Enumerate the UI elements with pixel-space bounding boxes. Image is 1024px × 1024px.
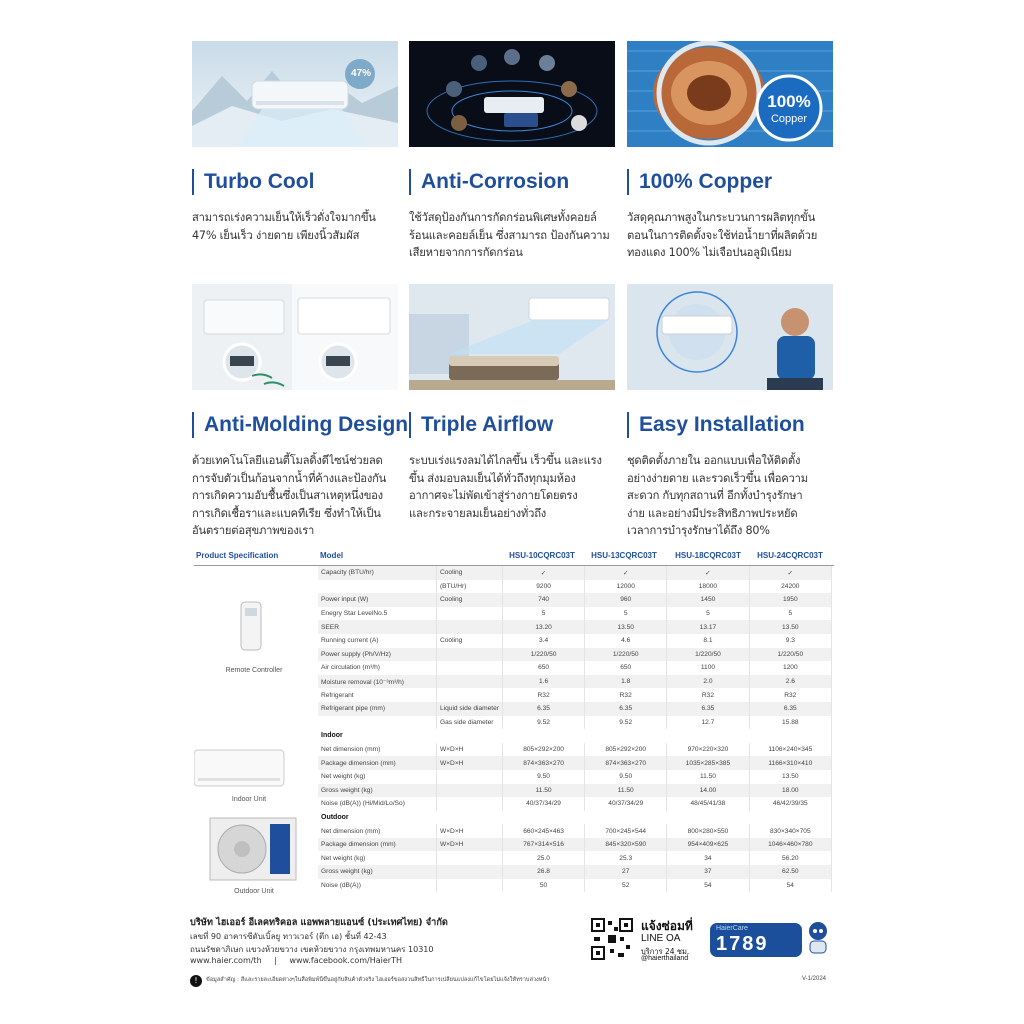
spec-parameter: Running current (A) xyxy=(318,634,436,648)
spec-unit xyxy=(436,688,502,702)
link-separator: | xyxy=(274,956,277,965)
spec-value: 18000 xyxy=(667,580,749,594)
spec-value: 52 xyxy=(585,879,667,893)
spec-value: 13.17 xyxy=(667,620,749,634)
spec-value: 2.0 xyxy=(667,675,749,689)
spec-value: ✓ xyxy=(667,566,749,580)
model-name: HSU-13CQRC03T xyxy=(591,551,657,560)
hotline-brand: HaierCare xyxy=(716,925,748,932)
copper-badge-value: 100% xyxy=(767,92,811,111)
spec-value: R32 xyxy=(749,688,831,702)
spec-parameter: Gross weight (kg) xyxy=(318,784,436,798)
spec-value: 874×363×270 xyxy=(503,756,585,770)
hotline-badge[interactable] xyxy=(710,923,802,957)
spec-row xyxy=(318,702,832,716)
spec-unit: Liquid side diameter xyxy=(436,702,502,716)
spec-value: 1/220/50 xyxy=(503,648,585,662)
spec-unit xyxy=(436,865,502,879)
feature-anti-molding xyxy=(192,284,409,540)
hotline-number: 1789 xyxy=(716,933,769,955)
spec-unit xyxy=(436,879,502,893)
feature-title: Turbo Cool xyxy=(192,169,402,195)
spec-value: 12000 xyxy=(585,580,667,594)
line-title: แจ้งซ่อมที่ xyxy=(641,919,693,933)
footer-links xyxy=(190,956,402,965)
spec-row xyxy=(318,797,832,811)
address-line-1: เลขที่ 90 อาคารซีดับเบิ้ลยู ทาวเวอร์ (ตึก เอ) ชั้นที่ 42-43 xyxy=(190,932,387,941)
spec-value: 9.52 xyxy=(503,716,585,730)
triple-airflow-image xyxy=(409,284,615,390)
spec-parameter: Power input (W) xyxy=(318,593,436,607)
feature-easy-installation xyxy=(627,284,837,540)
spec-value: 14.00 xyxy=(667,784,749,798)
spec-value: 3.4 xyxy=(503,634,585,648)
spec-row xyxy=(318,824,832,838)
spec-value: 24200 xyxy=(749,580,831,594)
spec-value: 845×320×590 xyxy=(585,838,667,852)
feature-description: ชุดติดตั้งภายใน ออกแบบเพื่อให้ติดตั้ง อย่างง่ายดาย และรวดเร็วขึ้น เพื่อความ สะดวก กับทุกสถานที่ อีกทั้งบำรุงรักษา ง่าย และอย่างมีประสิทธิภาพประหยัด เวลาการบำรุงรักษาได้ถึง 80% xyxy=(627,454,808,537)
spec-value: 25.0 xyxy=(503,851,585,865)
spec-unit xyxy=(436,620,502,634)
feature-description: ใช้วัสดุป้องกันการกัดกร่อนพิเศษทั้งคอยล์ ร้อนและคอยล์เย็น ซึ่งสามารถ ป้องกันความ เสียหายจากการกัดกร่อน xyxy=(409,211,610,259)
spec-title: Product Specification xyxy=(196,551,279,560)
spec-value: 13.20 xyxy=(503,620,585,634)
product-images xyxy=(194,566,314,896)
spec-row xyxy=(318,607,832,621)
website-link[interactable]: www.haier.com/th xyxy=(190,956,262,965)
spec-unit: W×D×H xyxy=(436,743,502,757)
spec-unit: Cooling xyxy=(436,593,502,607)
spec-unit xyxy=(436,675,502,689)
robot-mascot-icon xyxy=(804,921,832,955)
spec-value: 2.6 xyxy=(749,675,831,689)
spec-value: 9.50 xyxy=(503,770,585,784)
spec-parameter: Moisture removal (10⁻³m³/h) xyxy=(318,675,436,689)
spec-parameter: Net weight (kg) xyxy=(318,770,436,784)
feature-title: Anti-Molding Design xyxy=(192,412,402,438)
spec-value: 954×409×625 xyxy=(667,838,749,852)
spec-value: 54 xyxy=(667,879,749,893)
spec-value: 1166×310×410 xyxy=(749,756,831,770)
spec-value: 970×220×320 xyxy=(667,743,749,757)
spec-value: 40/37/34/29 xyxy=(503,797,585,811)
spec-parameter: Enegry Star LevelNo.5 xyxy=(318,607,436,621)
spec-value: 1950 xyxy=(749,593,831,607)
spec-value: 805×292×200 xyxy=(585,743,667,757)
address-line-2: ถนนรัชดาภิเษก แขวงห้วยขวาง เขตห้วยขวาง กรุงเทพมหานคร 10310 xyxy=(190,945,434,954)
spec-row xyxy=(318,756,832,770)
spec-value: 1.8 xyxy=(585,675,667,689)
spec-value: 11.50 xyxy=(585,784,667,798)
spec-value: 46/42/39/35 xyxy=(749,797,831,811)
spec-row xyxy=(318,716,832,730)
spec-section-row xyxy=(318,811,832,825)
spec-parameter: Net dimension (mm) xyxy=(318,743,436,757)
spec-unit xyxy=(436,851,502,865)
spec-parameter: Net dimension (mm) xyxy=(318,824,436,838)
spec-value: 27 xyxy=(585,865,667,879)
spec-parameter: Net weight (kg) xyxy=(318,851,436,865)
spec-value: 1106×240×345 xyxy=(749,743,831,757)
spec-value: 800×280×550 xyxy=(667,824,749,838)
spec-value: 5 xyxy=(667,607,749,621)
line-hours: บริการ 24 ชม. xyxy=(641,947,690,956)
spec-value: 1/220/50 xyxy=(667,648,749,662)
feature-anti-corrosion xyxy=(409,41,619,262)
spec-value: ✓ xyxy=(749,566,831,580)
feature-description: สามารถเร่งความเย็นให้เร็วดั่งใจมากขึ้น 47% เย็นเร็ว ง่ายดาย เพียงนิ้วสัมผัส xyxy=(192,211,376,242)
spec-value: 5 xyxy=(503,607,585,621)
spec-unit xyxy=(436,661,502,675)
spec-row xyxy=(318,688,832,702)
spec-parameter: Refrigerant pipe (mm) xyxy=(318,702,436,716)
spec-row xyxy=(318,620,832,634)
model-name: HSU-18CQRC03T xyxy=(675,551,741,560)
spec-value: 960 xyxy=(585,593,667,607)
spec-parameter: Package dimension (mm) xyxy=(318,838,436,852)
spec-row xyxy=(318,648,832,662)
version: V-1/2024 xyxy=(802,976,827,982)
spec-value: 18.00 xyxy=(749,784,831,798)
spec-value: 6.35 xyxy=(749,702,831,716)
spec-value: 50 xyxy=(503,879,585,893)
spec-value: ✓ xyxy=(585,566,667,580)
spec-value: 9200 xyxy=(503,580,585,594)
remote-controller-label: Remote Controller xyxy=(225,667,283,674)
spec-row xyxy=(318,770,832,784)
spec-parameter: Air circulation (m³/h) xyxy=(318,661,436,675)
spec-unit: Gas side diameter xyxy=(436,716,502,730)
spec-value: 805×292×200 xyxy=(503,743,585,757)
spec-value: 1046×460×780 xyxy=(749,838,831,852)
spec-value: 9.3 xyxy=(749,634,831,648)
spec-value: 5 xyxy=(585,607,667,621)
spec-parameter: Power supply (Ph/V/Hz) xyxy=(318,648,436,662)
feature-title: 100% Copper xyxy=(627,169,837,195)
spec-row xyxy=(318,675,832,689)
spec-value: 1200 xyxy=(749,661,831,675)
section-title: Indoor xyxy=(318,729,832,743)
indoor-unit-label: Indoor Unit xyxy=(231,796,267,803)
spec-value: 6.35 xyxy=(667,702,749,716)
spec-value: 12.7 xyxy=(667,716,749,730)
spec-value: 56.20 xyxy=(749,851,831,865)
spec-value: 874×363×270 xyxy=(585,756,667,770)
company-name: บริษัท ไฮเออร์ อีเลคทริคอล แอพพลายแอนซ์ (ประเทศไทย) จำกัด xyxy=(190,917,448,928)
spec-value: 830×340×705 xyxy=(749,824,831,838)
spec-value: 1035×285×385 xyxy=(667,756,749,770)
model-name: HSU-24CQRC03T xyxy=(757,551,823,560)
spec-value: 660×245×463 xyxy=(503,824,585,838)
spec-value: 767×314×516 xyxy=(503,838,585,852)
model-name: HSU-10CQRC03T xyxy=(509,551,575,560)
spec-section-row xyxy=(318,729,832,743)
footer xyxy=(190,915,840,995)
spec-unit xyxy=(436,770,502,784)
product-illustrations xyxy=(194,566,314,896)
copper-pipe-image xyxy=(627,41,833,147)
copper-badge-label: Copper xyxy=(770,113,808,125)
line-oa[interactable]: LINE OA xyxy=(641,933,681,944)
spec-value: 700×245×544 xyxy=(585,824,667,838)
spec-unit: W×D×H xyxy=(436,824,502,838)
spec-value: 1450 xyxy=(667,593,749,607)
feature-description: ระบบเร่งแรงลมได้ไกลขึ้น เร็วขึ้น และแรง ขึ้น ส่งมอบลมเย็นได้ทั่วถึงทุกมุมห้อง อากาศจะไม่พัดเข้าสู่ร่างกายโดยตรง และกระจายลมเย็นอย่างทั่วถึง xyxy=(409,454,602,520)
spec-value: 650 xyxy=(585,661,667,675)
feature-title: Triple Airflow xyxy=(409,412,619,438)
feature-turbo-cool xyxy=(192,41,402,244)
spec-row xyxy=(318,784,832,798)
spec-unit: (BTU/Hr) xyxy=(436,580,502,594)
easy-installation-image xyxy=(627,284,833,390)
feature-description: วัสดุคุณภาพสูงในกระบวนการผลิตทุกขั้น ตอนในการติดตั้งจะใช้ท่อน้ำยาที่ผลิตด้วย ทองแดง 100% ไม่เจือปนอลูมิเนียม xyxy=(627,211,818,259)
spec-row xyxy=(318,865,832,879)
spec-value: 48/45/41/38 xyxy=(667,797,749,811)
spec-unit xyxy=(436,648,502,662)
spec-value: 1/220/50 xyxy=(749,648,831,662)
spec-value: 650 xyxy=(503,661,585,675)
spec-table xyxy=(318,566,832,892)
spec-header xyxy=(194,548,834,564)
spec-value: 40/37/34/29 xyxy=(585,797,667,811)
feature-triple-airflow xyxy=(409,284,619,522)
spec-unit xyxy=(436,797,502,811)
spec-parameter: SEER xyxy=(318,620,436,634)
spec-parameter: Capacity (BTU/hr) xyxy=(318,566,436,580)
spec-unit: W×D×H xyxy=(436,838,502,852)
spec-value: 6.35 xyxy=(503,702,585,716)
spec-value: R32 xyxy=(503,688,585,702)
spec-value: 13.50 xyxy=(749,770,831,784)
spec-value: 37 xyxy=(667,865,749,879)
spec-row xyxy=(318,661,832,675)
spec-row xyxy=(318,879,832,893)
turbo-badge: 47% xyxy=(350,68,371,79)
spec-value: R32 xyxy=(585,688,667,702)
spec-parameter: Gross weight (kg) xyxy=(318,865,436,879)
model-header: Model xyxy=(320,551,344,560)
spec-value: 54 xyxy=(749,879,831,893)
spec-value: R32 xyxy=(667,688,749,702)
qr-code-icon[interactable] xyxy=(590,917,634,961)
spec-parameter: Refrigerant xyxy=(318,688,436,702)
info-icon: ! xyxy=(190,975,202,987)
spec-row xyxy=(318,566,832,580)
spec-parameter: Noise (dB(A)) xyxy=(318,879,436,893)
spec-value: 15.88 xyxy=(749,716,831,730)
spec-unit: W×D×H xyxy=(436,756,502,770)
feature-description: ด้วยเทคโนโลยีแอนตี้โมลดิ้งดีไซน์ช่วยลด การจับตัวเป็นก้อนจากน้ำที่ค้างและป้องกัน การเกิดความอับชื้นซึ่งเป็นสาเหตุหนึ่งของ การเกิดเชื้อราและแบคทีเรีย ซึ่งทำให้เป็น อันตรายต่อสุขภาพของเรา xyxy=(192,454,387,537)
spec-value: 1100 xyxy=(667,661,749,675)
spec-value: 34 xyxy=(667,851,749,865)
spec-parameter xyxy=(318,580,436,594)
product-specification xyxy=(194,548,834,895)
spec-row xyxy=(318,743,832,757)
spec-value: 13.50 xyxy=(585,620,667,634)
spec-value: 5 xyxy=(749,607,831,621)
spec-value: 26.8 xyxy=(503,865,585,879)
turbo-cool-image xyxy=(192,41,398,147)
spec-parameter: Package dimension (mm) xyxy=(318,756,436,770)
spec-value: 9.52 xyxy=(585,716,667,730)
facebook-link[interactable]: www.facebook.com/HaierTH xyxy=(289,956,402,965)
spec-value: ✓ xyxy=(503,566,585,580)
spec-unit: Cooling xyxy=(436,634,502,648)
spec-row xyxy=(318,593,832,607)
spec-unit xyxy=(436,607,502,621)
disclaimer: ข้อมูลสำคัญ : สีและรายละเอียดต่างๆในสื่อพิมพ์นี้ขึ้นอยู่กับสินค้าตัวจริง ไฮเออร์ขอสงวนสิทธิ์ในการเปลี่ยนแปลงแก้ไขโดยไม่แจ้งให้ทราบล่วงหน้า xyxy=(206,977,550,983)
spec-parameter xyxy=(318,716,436,730)
anti-corrosion-image xyxy=(409,41,615,147)
spec-unit xyxy=(436,784,502,798)
feature-copper xyxy=(627,41,837,262)
spec-value: 11.50 xyxy=(667,770,749,784)
section-title: Outdoor xyxy=(318,811,832,825)
spec-value: 6.35 xyxy=(585,702,667,716)
anti-molding-image xyxy=(192,284,398,390)
spec-value: 8.1 xyxy=(667,634,749,648)
spec-value: 25.3 xyxy=(585,851,667,865)
line-handle: @haierthailand xyxy=(641,955,689,962)
spec-value: 13.50 xyxy=(749,620,831,634)
spec-unit: Cooling xyxy=(436,566,502,580)
spec-value: 1/220/50 xyxy=(585,648,667,662)
feature-title: Easy Installation xyxy=(627,412,837,438)
spec-parameter: Noise (dB(A)) (Hi/Mid/Lo/So) xyxy=(318,797,436,811)
spec-value: 62.50 xyxy=(749,865,831,879)
spec-value: 4.6 xyxy=(585,634,667,648)
outdoor-unit-label: Outdoor Unit xyxy=(234,888,274,895)
spec-value: 11.50 xyxy=(503,784,585,798)
spec-value: 1.6 xyxy=(503,675,585,689)
spec-row xyxy=(318,580,832,594)
spec-value: 740 xyxy=(503,593,585,607)
feature-title: Anti-Corrosion xyxy=(409,169,619,195)
spec-row xyxy=(318,838,832,852)
spec-row xyxy=(318,634,832,648)
spec-value: 9.50 xyxy=(585,770,667,784)
spec-row xyxy=(318,851,832,865)
